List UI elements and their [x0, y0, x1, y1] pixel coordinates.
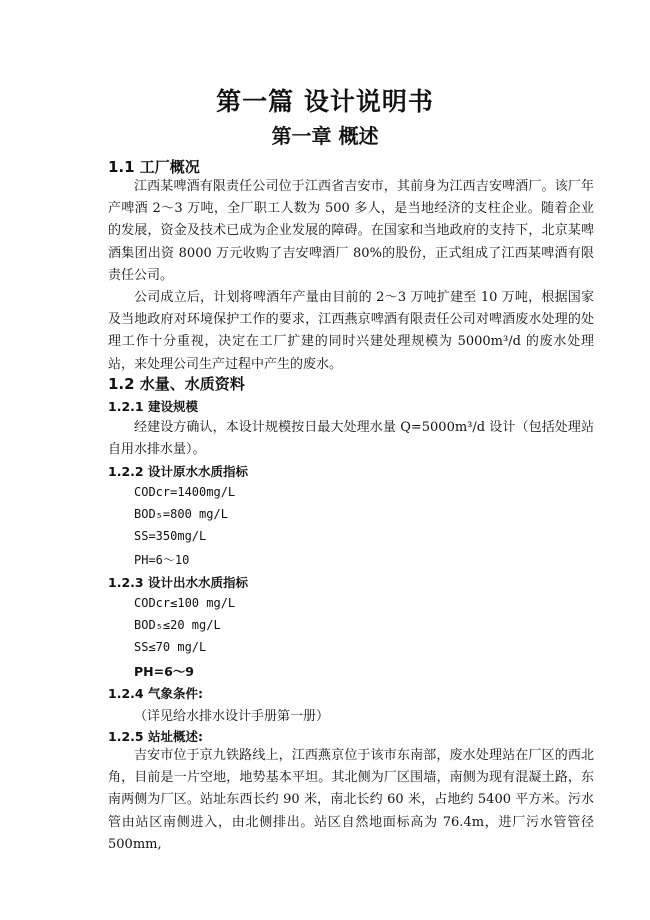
chapter-title: 第一章 概述 [271, 124, 379, 148]
raw-water-ss: SS=350mg/L [134, 529, 207, 543]
subsection-heading-1-2-3: 1.2.3 设计出水水质指标 [108, 575, 248, 590]
subsection-heading-1-2-1: 1.2.1 建设规模 [108, 399, 198, 414]
section-heading-1-2: 1.2 水量、水质资料 [108, 375, 245, 393]
paragraph-site-overview: 吉安市位于京九铁路线上，江西燕京位于该市东南部，废水处理站在厂区的西北角，目前是一片空地，地势基本平坦。其北侧为厂区围墙，南侧为现有混凝土路，东南两侧为厂区。站址东西长约 90 米，南北长约 60 米，占地约 5400 平方米。污水管由站区南侧进入，由北侧排出。站区自然地面标高为 76.4m，进厂污水管管径 500mm, [108, 748, 594, 852]
subsection-heading-1-2-5: 1.2.5 站址概述: [108, 729, 203, 744]
section-heading-1-1: 1.1 工厂概况 [108, 158, 200, 176]
weather-reference-note: （详见给水排水设计手册第一册） [134, 709, 330, 724]
subsection-heading-1-2-2: 1.2.2 设计原水水质指标 [108, 464, 248, 479]
effluent-ph: PH=6～9 [134, 664, 194, 679]
effluent-bod5: BOD₅≤20 mg/L [134, 618, 221, 632]
effluent-cod: CODcr≤100 mg/L [134, 596, 236, 610]
paragraph-factory-overview: 江西某啤酒有限责任公司位于江西省吉安市，其前身为江西吉安啤酒厂。该厂年产啤酒 2～3 万吨，全厂职工人数为 500 多人，是当地经济的支柱企业。随着企业的发展，资金及技术已成为企业发展的障碍。在国家和当地政府的支持下，北京某啤酒集团出资 8000 万元收购了吉安啤酒厂 80%的股份，正式组成了江西某啤酒有限责任公司。 [108, 179, 594, 283]
effluent-ss: SS≤70 mg/L [134, 640, 207, 654]
subsection-heading-1-2-4: 1.2.4 气象条件: [108, 686, 203, 701]
raw-water-cod: CODcr=1400mg/L [134, 485, 236, 499]
raw-water-bod5: BOD₅=800 mg/L [134, 507, 228, 521]
paragraph-construction-scale: 经建设方确认，本设计规模按日最大处理水量 Q=5000m³/d 设计（包括处理站自用水排水量）。 [108, 420, 594, 458]
part-title: 第一篇 设计说明书 [216, 87, 434, 116]
raw-water-ph: PH=6～10 [134, 553, 190, 567]
paragraph-expansion-plan: 公司成立后，计划将啤酒年产量由目前的 2～3 万吨扩建至 10 万吨，根据国家及当地政府对环境保护工作的要求，江西燕京啤酒有限责任公司对啤酒废水处理的处理工作十分重视，决定在工厂扩建的同时兴建处理规模为 5000m³/d 的废水处理站，来处理公司生产过程中产生的废水。 [108, 290, 594, 372]
